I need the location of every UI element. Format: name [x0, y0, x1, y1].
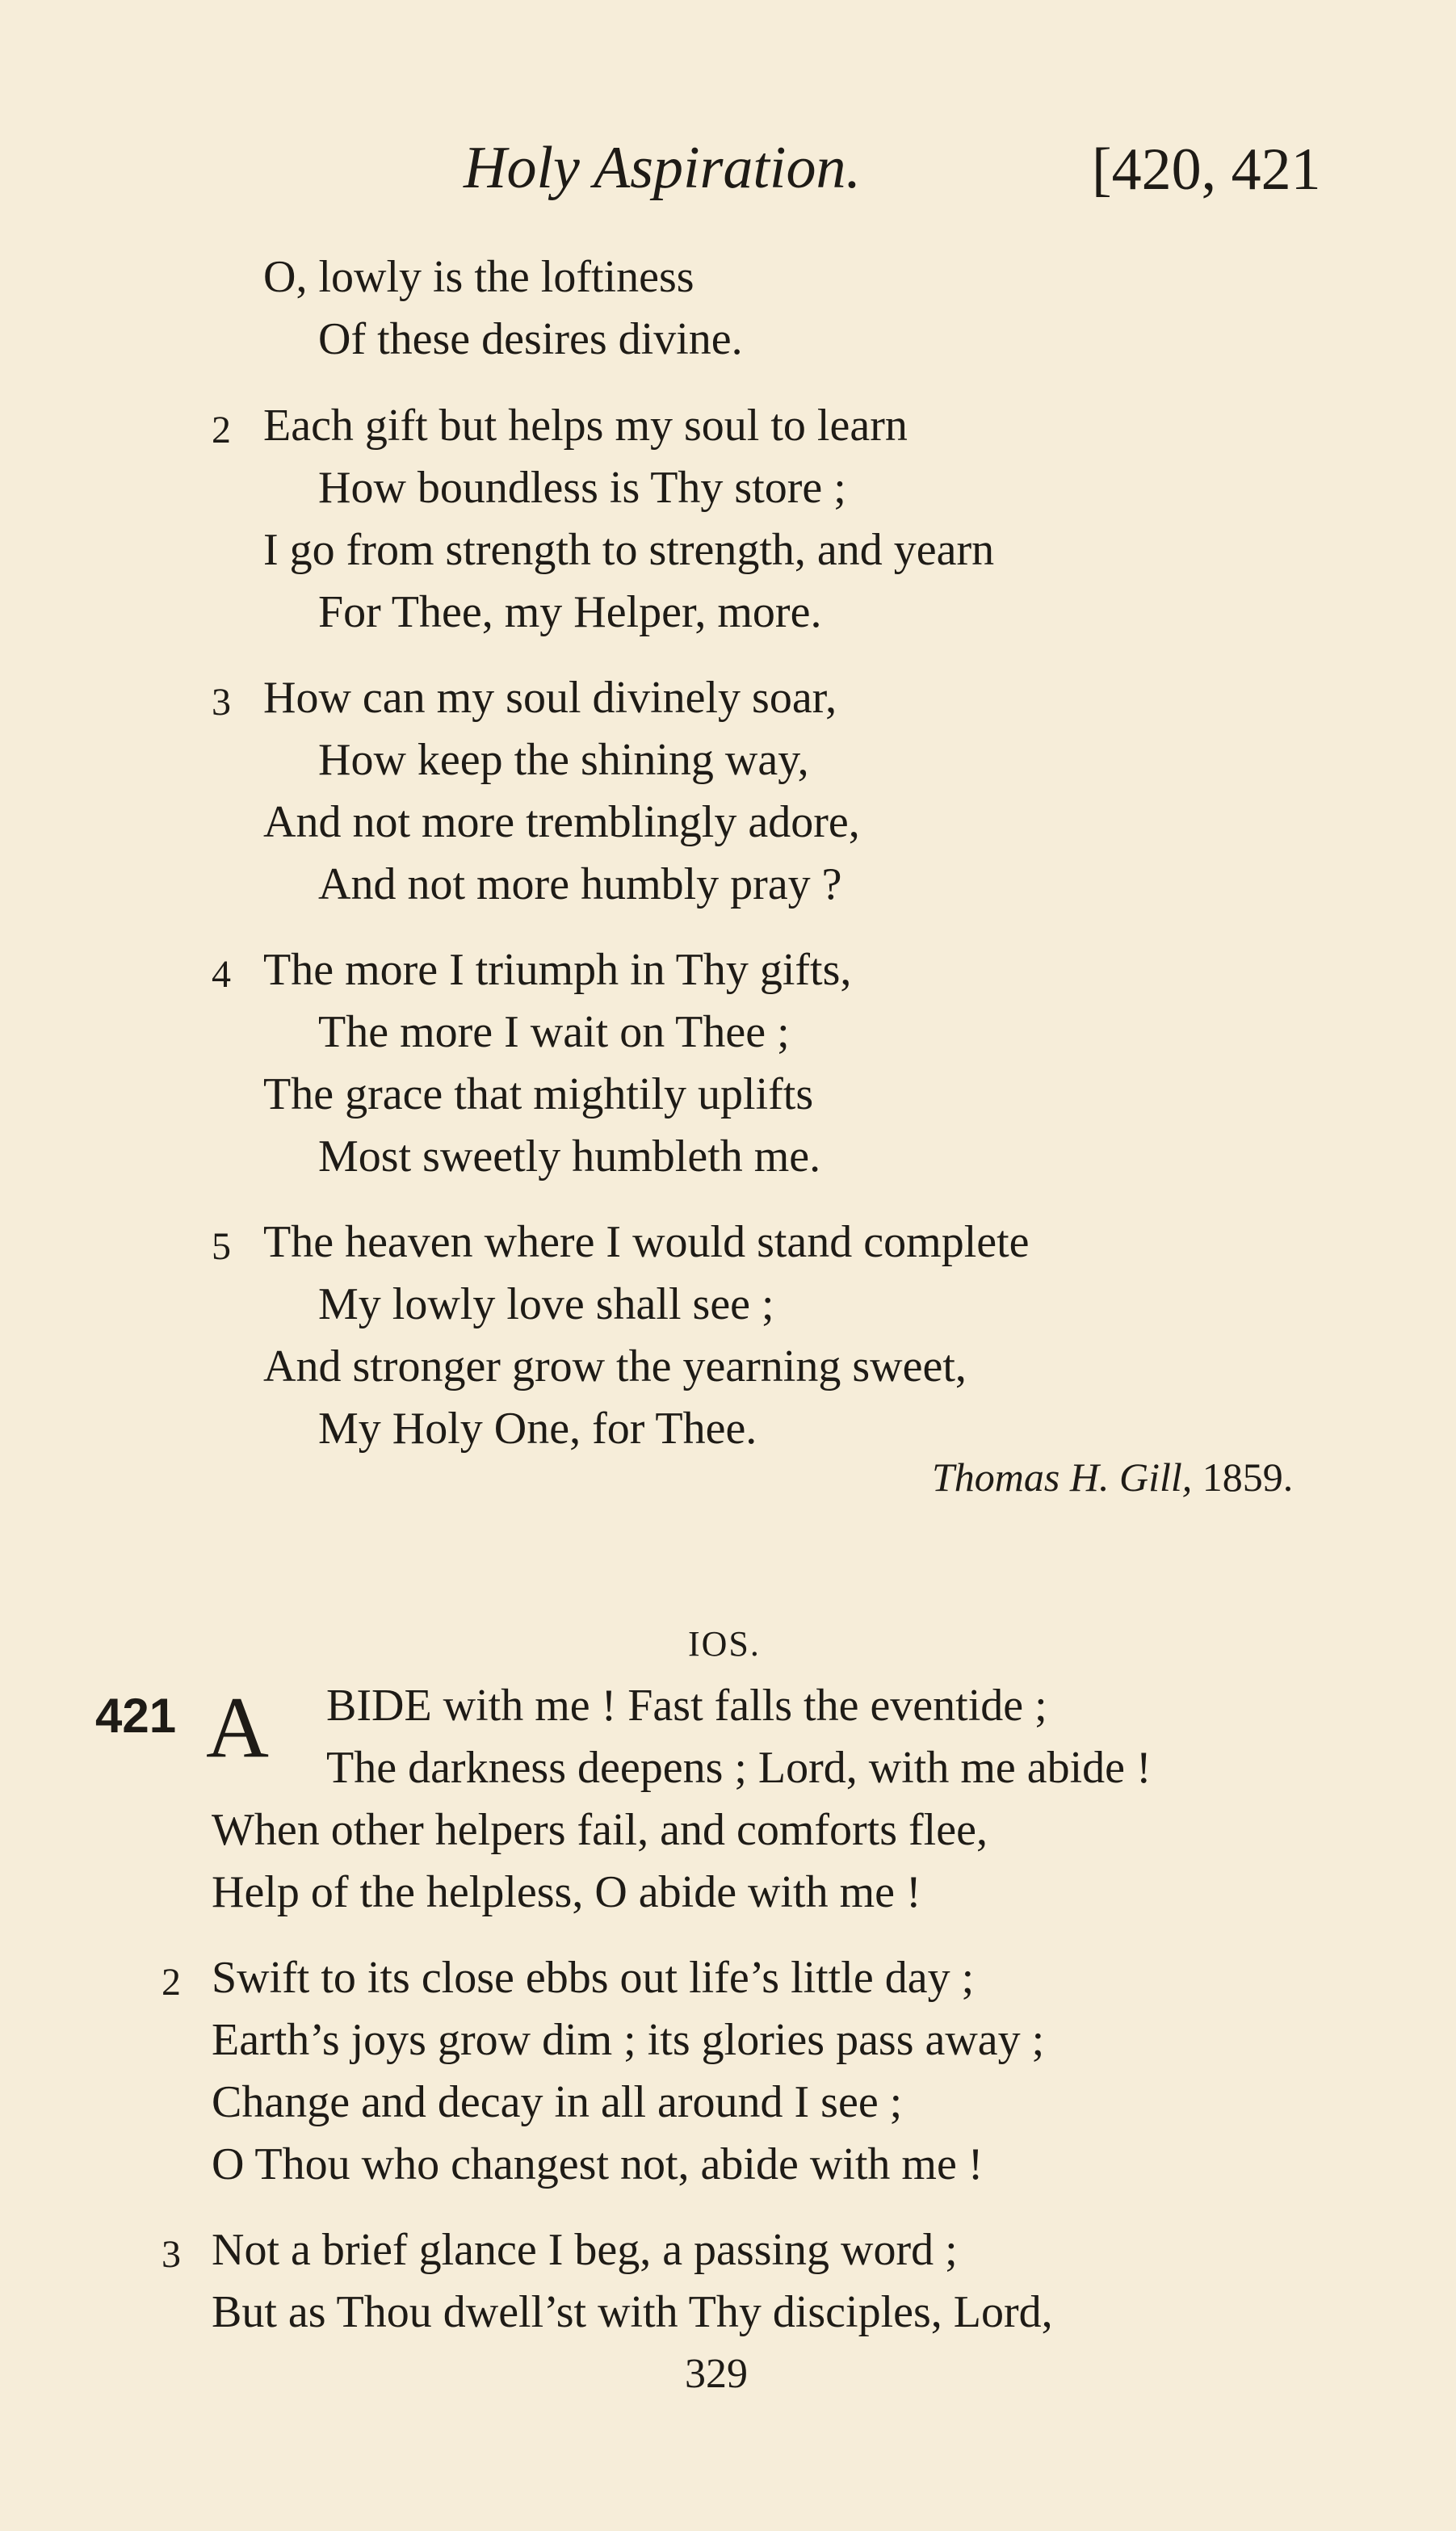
author-year: 1859.: [1202, 1454, 1294, 1500]
verse-line: How can my soul divinely soar,: [263, 673, 837, 723]
verse-line: O, lowly is the loftiness: [263, 252, 694, 302]
verse-line: And not more tremblingly adore,: [263, 797, 860, 847]
verse-line: Swift to its close ebbs out life’s little day ;: [212, 1953, 975, 2003]
verse-line: My lowly love shall see ;: [318, 1279, 774, 1329]
verse-number: 5: [212, 1225, 231, 1268]
verse-line: The heaven where I would stand complete: [263, 1217, 1030, 1267]
verse-number: 3: [212, 681, 231, 724]
verse-line: The darkness deepens ; Lord, with me abide !: [326, 1743, 1152, 1793]
verse-line: The more I triumph in Thy gifts,: [263, 945, 852, 995]
verse-line: How boundless is Thy store ;: [318, 463, 846, 513]
verse-line: For Thee, my Helper, more.: [318, 587, 822, 637]
author-name: Thomas H. Gill,: [932, 1454, 1193, 1500]
page-title: Holy Aspiration.: [464, 135, 861, 201]
verse-line: I go from strength to strength, and yearn: [263, 525, 995, 575]
verse-line: Change and decay in all around I see ;: [212, 2077, 903, 2127]
hymn-numbers-header: [420, 421: [1092, 136, 1321, 203]
verse-line: When other helpers fail, and comforts flee,: [212, 1805, 988, 1855]
verse-number: 3: [162, 2233, 181, 2276]
verse-line: Most sweetly humbleth me.: [318, 1131, 821, 1182]
meter-label: IOS.: [688, 1624, 761, 1664]
verse-line: Not a brief glance I beg, a passing word ;: [212, 2225, 958, 2275]
verse-number: 2: [162, 1961, 181, 2004]
verse-line: How keep the shining way,: [318, 735, 809, 785]
verse-line: Earth’s joys grow dim ; its glories pass away ;: [212, 2015, 1045, 2065]
verse-line: Of these desires divine.: [318, 314, 743, 364]
verse-number: 2: [212, 409, 231, 451]
verse-line: The grace that mightily uplifts: [263, 1069, 814, 1119]
verse-line: Help of the helpless, O abide with me !: [212, 1867, 921, 1917]
page-number: 329: [685, 2351, 748, 2397]
verse-line: And stronger grow the yearning sweet,: [263, 1341, 967, 1391]
verse-line: But as Thou dwell’st with Thy disciples, Lord,: [212, 2287, 1053, 2337]
verse-line: BIDE with me ! Fast falls the eventide ;: [326, 1681, 1047, 1731]
drop-cap: A: [206, 1680, 269, 1776]
verse-line: And not more humbly pray ?: [318, 859, 842, 909]
verse-line: My Holy One, for Thee.: [318, 1404, 757, 1454]
author-attribution: [932, 1454, 1293, 1501]
verse-number: 4: [212, 953, 231, 996]
verse-line: Each gift but helps my soul to learn: [263, 401, 908, 451]
hymn-number: 421: [95, 1689, 177, 1743]
verse-line: The more I wait on Thee ;: [318, 1007, 790, 1057]
verse-line: O Thou who changest not, abide with me !: [212, 2139, 984, 2189]
